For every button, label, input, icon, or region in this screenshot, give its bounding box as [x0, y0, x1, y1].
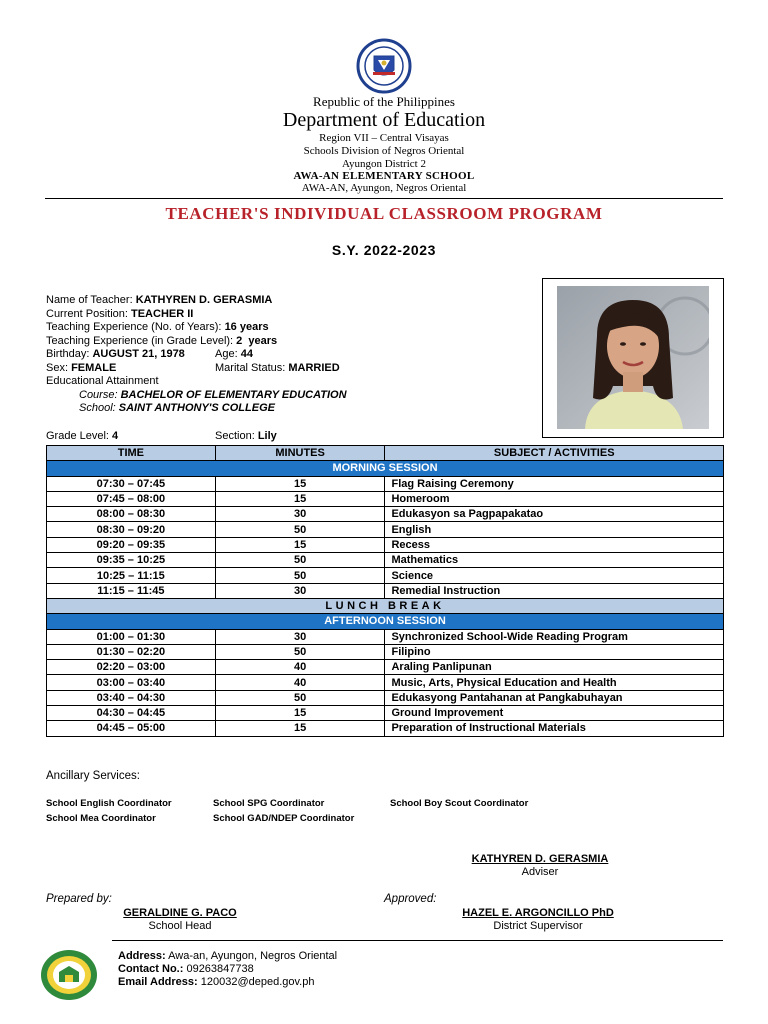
time-cell: 08:00 – 08:30	[47, 507, 216, 522]
subject-cell: Recess	[385, 537, 724, 552]
teacher-name: KATHYREN D. GERASMIA	[135, 294, 273, 306]
address-label: Address:	[118, 950, 166, 962]
age-line	[215, 348, 253, 362]
age-value: 44	[240, 348, 253, 360]
ancillary-item: School GAD/NDEP Coordinator	[213, 813, 355, 824]
subject-cell: Science	[385, 568, 724, 583]
marital-label: Marital Status:	[215, 361, 286, 374]
school-line	[79, 402, 275, 416]
morning-session-row-label: MORNING SESSION	[47, 461, 724, 476]
ancillary-item: School Boy Scout Coordinator	[390, 798, 529, 809]
document-title: TEACHER'S INDIVIDUAL CLASSROOM PROGRAM	[165, 204, 603, 223]
division-text: Schools Division of Negros Oriental	[303, 145, 465, 157]
header-time: TIME	[47, 446, 216, 461]
time-cell: 09:20 – 09:35	[47, 537, 216, 552]
time-cell: 01:00 – 01:30	[47, 629, 216, 644]
approved-name: HAZEL E. ARGONCILLO PhD	[462, 907, 614, 919]
time-cell: 04:30 – 04:45	[47, 706, 216, 721]
time-cell: 01:30 – 02:20	[47, 644, 216, 659]
subject-cell: Edukasyong Pantahanan at Pangkabuhayan	[385, 690, 724, 705]
table-row	[47, 507, 724, 522]
morning-session-row	[47, 461, 724, 476]
subject-cell: Homeroom	[385, 491, 724, 506]
time-cell: 03:40 – 04:30	[47, 690, 216, 705]
subject-cell: Remedial Instruction	[385, 583, 724, 598]
sex-value: FEMALE	[71, 361, 117, 374]
time-cell: 10:25 – 11:15	[47, 568, 216, 583]
afternoon-session-row	[47, 614, 724, 629]
schedule-body	[47, 461, 724, 736]
approved-role: District Supervisor	[493, 920, 583, 932]
email-value: 120032@deped.gov.ph	[200, 976, 315, 988]
minutes-cell: 40	[215, 675, 385, 690]
time-cell: 11:15 – 11:45	[47, 583, 216, 598]
adviser-role: Adviser	[521, 866, 559, 878]
subject-cell: Synchronized School-Wide Reading Program	[385, 629, 724, 644]
table-row	[47, 721, 724, 736]
school-value: SAINT ANTHONY'S COLLEGE	[118, 402, 275, 414]
birthday-label: Birthday:	[46, 348, 90, 360]
experience-years-value: 16 years	[224, 321, 269, 333]
school-seal-icon	[38, 948, 100, 1002]
minutes-cell: 15	[215, 706, 385, 721]
section-value: Lily	[257, 430, 277, 442]
contact-value: 09263847738	[186, 963, 254, 975]
school-year: S.Y. 2022-2023	[331, 242, 437, 258]
experience-years-line	[46, 321, 269, 335]
lunch-break-row-label: LUNCH BREAK	[47, 598, 724, 613]
time-cell: 09:35 – 10:25	[47, 553, 216, 568]
course-label: Course:	[79, 388, 118, 401]
birthday-line	[46, 348, 185, 362]
education-label: Educational Attainment	[46, 375, 159, 387]
experience-grade-label: Teaching Experience (in Grade Level):	[46, 334, 234, 347]
department-title: Department of Education	[282, 109, 486, 131]
school-address: AWA-AN, Ayungon, Negros Oriental	[301, 182, 467, 194]
time-cell: 03:00 – 03:40	[47, 675, 216, 690]
footer-divider	[112, 940, 723, 941]
table-row	[47, 476, 724, 491]
age-label: Age:	[215, 348, 238, 360]
afternoon-session-row-label: AFTERNOON SESSION	[47, 614, 724, 629]
header-divider	[45, 198, 723, 199]
table-row	[47, 522, 724, 537]
table-row	[47, 675, 724, 690]
minutes-cell: 15	[215, 476, 385, 491]
prepared-label: Prepared by:	[46, 893, 112, 905]
subject-cell: Araling Panlipunan	[385, 660, 724, 675]
school-name: AWA-AN ELEMENTARY SCHOOL	[293, 170, 475, 182]
subject-cell: Ground Improvement	[385, 706, 724, 721]
header-minutes: MINUTES	[215, 446, 385, 461]
marital-value: MARRIED	[288, 361, 340, 374]
table-row	[47, 553, 724, 568]
time-cell: 07:45 – 08:00	[47, 491, 216, 506]
time-cell: 04:45 – 05:00	[47, 721, 216, 736]
section-label: Section:	[215, 430, 255, 442]
deped-seal-icon	[351, 38, 417, 94]
table-row	[47, 706, 724, 721]
minutes-cell: 30	[215, 629, 385, 644]
contact-label: Contact No.:	[118, 963, 184, 975]
ancillary-item: School Mea Coordinator	[46, 813, 156, 824]
grade-line	[46, 430, 118, 444]
subject-cell: Mathematics	[385, 553, 724, 568]
contact-line	[118, 963, 254, 975]
minutes-cell: 40	[215, 660, 385, 675]
subject-cell: Filipino	[385, 644, 724, 659]
lunch-break-row	[47, 598, 724, 613]
section-line	[215, 430, 277, 444]
minutes-cell: 50	[215, 690, 385, 705]
minutes-cell: 50	[215, 644, 385, 659]
address-value: Awa-an, Ayungon, Negros Oriental	[168, 950, 338, 962]
header-subject: SUBJECT / ACTIVITIES	[385, 446, 724, 461]
grade-label: Grade Level:	[46, 430, 109, 442]
approved-label: Approved:	[384, 893, 437, 905]
table-row	[47, 568, 724, 583]
adviser-name: KATHYREN D. GERASMIA	[471, 853, 609, 865]
email-line	[118, 976, 314, 988]
table-row	[47, 583, 724, 598]
teacher-photo	[557, 286, 709, 429]
schedule-table	[46, 445, 724, 737]
ancillary-item: School SPG Coordinator	[213, 798, 325, 809]
address-line	[118, 950, 337, 962]
minutes-cell: 50	[215, 553, 385, 568]
table-row	[47, 690, 724, 705]
table-row	[47, 644, 724, 659]
position-line	[46, 308, 193, 322]
table-row	[47, 660, 724, 675]
minutes-cell: 15	[215, 537, 385, 552]
minutes-cell: 30	[215, 507, 385, 522]
subject-cell: Edukasyon sa Pagpapakatao	[385, 507, 724, 522]
course-line	[79, 389, 347, 403]
school-label: School:	[79, 402, 116, 414]
time-cell: 07:30 – 07:45	[47, 476, 216, 491]
table-row	[47, 537, 724, 552]
republic-text: Republic of the Philippines	[313, 94, 455, 109]
minutes-cell: 15	[215, 721, 385, 736]
ancillary-label: Ancillary Services:	[46, 770, 140, 782]
email-label: Email Address:	[118, 976, 198, 988]
subject-cell: Music, Arts, Physical Education and Health	[385, 675, 724, 690]
time-cell: 02:20 – 03:00	[47, 660, 216, 675]
prepared-role: School Head	[148, 920, 212, 932]
experience-grade-value: 2 years	[236, 334, 278, 347]
position-value: TEACHER II	[131, 307, 194, 320]
district-text: Ayungon District 2	[342, 158, 426, 170]
minutes-cell: 30	[215, 583, 385, 598]
minutes-cell: 50	[215, 568, 385, 583]
teacher-photo-frame	[542, 278, 724, 438]
birthday-value: AUGUST 21, 1978	[92, 348, 185, 360]
time-cell: 08:30 – 09:20	[47, 522, 216, 537]
teacher-name-label: Name of Teacher:	[46, 294, 133, 306]
marital-line	[215, 362, 340, 376]
experience-years-label: Teaching Experience (No. of Years):	[46, 321, 222, 333]
position-label: Current Position:	[46, 307, 128, 320]
subject-cell: Flag Raising Ceremony	[385, 476, 724, 491]
minutes-cell: 15	[215, 491, 385, 506]
grade-value: 4	[112, 430, 119, 442]
course-value: BACHELOR OF ELEMENTARY EDUCATION	[120, 388, 347, 401]
ancillary-item: School English Coordinator	[46, 798, 172, 809]
subject-cell: English	[385, 522, 724, 537]
experience-grade-line	[46, 335, 277, 349]
region-text: Region VII – Central Visayas	[319, 132, 449, 144]
table-row	[47, 491, 724, 506]
sex-label: Sex:	[46, 361, 69, 374]
minutes-cell: 50	[215, 522, 385, 537]
subject-cell: Preparation of Instructional Materials	[385, 721, 724, 736]
sex-line	[46, 362, 116, 376]
prepared-name: GERALDINE G. PACO	[123, 907, 237, 919]
teacher-name-line	[46, 294, 272, 308]
table-header-row	[47, 446, 724, 461]
table-row	[47, 629, 724, 644]
